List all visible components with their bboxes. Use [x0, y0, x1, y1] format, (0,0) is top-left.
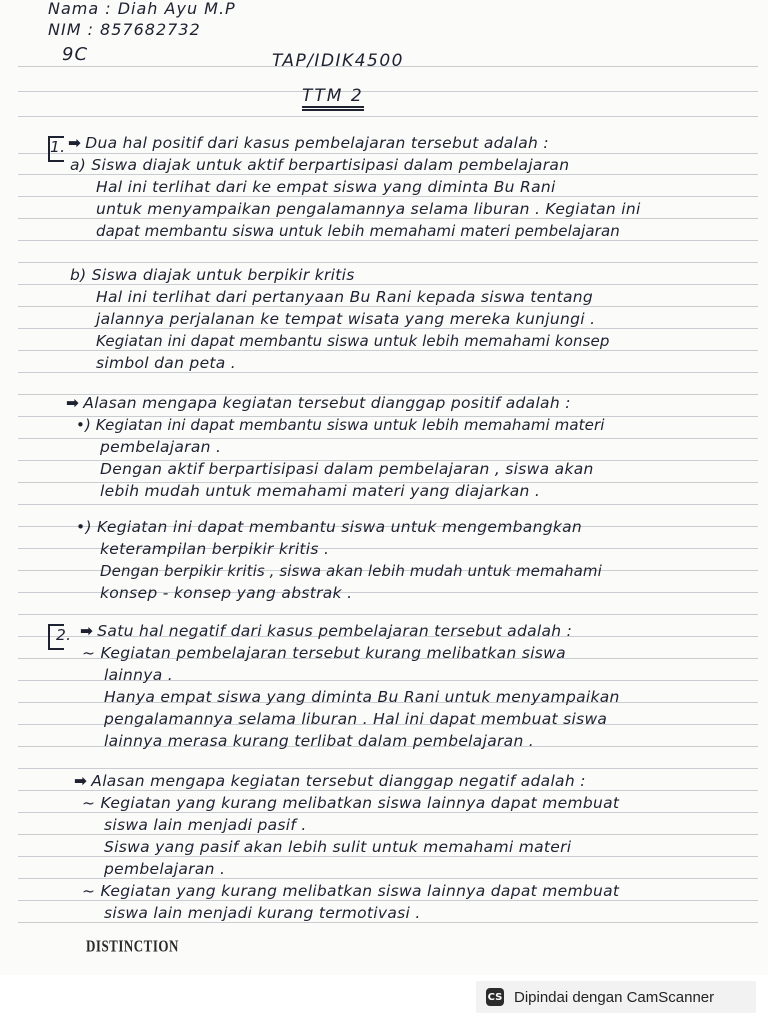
section-1-b-line: b) Siswa diajak untuk berpikir kritis	[70, 266, 355, 284]
ruled-line	[18, 174, 758, 175]
ruled-line	[18, 504, 758, 505]
section-2-reason-line: ~ Kegiatan yang kurang melibatkan siswa lainnya dapat membuat	[82, 882, 620, 900]
ruled-line	[18, 372, 758, 373]
section-2-line: lainnya .	[104, 666, 173, 684]
section-1-reason-line: keterampilan berpikir kritis .	[100, 540, 330, 558]
ruled-line	[18, 878, 758, 879]
section-1-reason-line: Dengan aktif berpartisipasi dalam pembelajaran , siswa akan	[100, 460, 594, 478]
ruled-line	[18, 900, 758, 901]
section-1-reason-line: •) Kegiatan ini dapat membantu siswa untuk lebih memahami materi	[76, 416, 605, 434]
section-2-number: 2.	[56, 626, 72, 644]
ruled-line	[18, 922, 758, 923]
section-1-a-line: dapat membantu siswa untuk lebih memahami materi pembelajaran	[96, 222, 620, 240]
section-1-b-line: simbol dan peta .	[96, 354, 237, 372]
section-2-line: lainnya merasa kurang terlibat dalam pembelajaran .	[104, 732, 535, 750]
student-name: Nama : Diah Ayu M.P	[48, 0, 236, 18]
section-1-reason-line: lebih mudah untuk memahami materi yang diajarkan .	[100, 482, 541, 500]
course-code: TAP/IDIK4500	[272, 51, 404, 71]
ruled-line	[18, 834, 758, 835]
ruled-line	[18, 240, 758, 241]
section-1-reason-line: konsep - konsep yang abstrak .	[100, 584, 353, 602]
section-2-line: ~ Kegiatan pembelajaran tersebut kurang melibatkan siswa	[82, 644, 566, 662]
section-2-reason-heading	[74, 772, 586, 790]
ruled-line	[18, 790, 758, 791]
ruled-line	[18, 91, 758, 92]
section-1-reason-heading-text: Alasan mengapa kegiatan tersebut dianggap positif adalah :	[83, 394, 571, 412]
ruled-line	[18, 284, 758, 285]
section-1-b-line: jalannya perjalanan ke tempat wisata yang mereka kunjungi .	[96, 310, 596, 328]
section-1-reason-line: •) Kegiatan ini dapat membantu siswa untuk mengembangkan	[76, 518, 583, 536]
section-1-b-line: Kegiatan ini dapat membantu siswa untuk lebih memahami konsep	[96, 332, 610, 350]
section-1-intro-text: Dua hal positif dari kasus pembelajaran tersebut adalah :	[85, 134, 549, 152]
section-1-reason-heading	[66, 394, 571, 412]
student-nim: NIM : 857682732	[48, 20, 201, 39]
arrow-right-icon: ➡	[74, 772, 88, 790]
ruled-line	[18, 614, 758, 615]
camscanner-text: Dipindai dengan CamScanner	[514, 988, 715, 1006]
class-label: 9C	[62, 44, 89, 65]
ruled-line	[18, 218, 758, 219]
ruled-line	[18, 153, 758, 154]
section-2-reason-heading-text: Alasan mengapa kegiatan tersebut dianggap negatif adalah :	[91, 772, 586, 790]
section-1-b-line: Hal ini terlihat dari pertanyaan Bu Rani kepada siswa tentang	[96, 288, 594, 306]
ruled-line	[18, 116, 758, 117]
section-2-line: pengalamannya selama liburan . Hal ini dapat membuat siswa	[104, 710, 608, 728]
notebook-brand-logo: DISTINCTION	[86, 936, 179, 956]
camscanner-icon: CS	[486, 988, 504, 1006]
arrow-right-icon: ➡	[66, 394, 80, 412]
section-2-reason-line: siswa lain menjadi kurang termotivasi .	[104, 904, 421, 922]
ruled-line	[18, 350, 758, 351]
section-1-reason-line: pembelajaran .	[100, 438, 222, 456]
ruled-line	[18, 812, 758, 813]
section-2-intro-text: Satu hal negatif dari kasus pembelajaran tersebut adalah :	[97, 622, 573, 640]
arrow-right-icon: ➡	[80, 622, 94, 640]
section-2-intro	[80, 622, 572, 640]
section-1-number: 1.	[50, 138, 66, 156]
section-2-reason-line: Siswa yang pasif akan lebih sulit untuk memahami materi	[104, 838, 572, 856]
section-1-intro	[68, 134, 549, 152]
ruled-line	[18, 196, 758, 197]
camscanner-watermark	[476, 981, 756, 1013]
section-1-a-line: a) Siswa diajak untuk aktif berpartisipasi dalam pembelajaran	[70, 156, 570, 174]
section-2-line: Hanya empat siswa yang diminta Bu Rani untuk menyampaikan	[104, 688, 620, 706]
section-2-reason-line: siswa lain menjadi pasif .	[104, 816, 307, 834]
ruled-line	[18, 768, 758, 769]
ruled-line	[18, 856, 758, 857]
ruled-line	[18, 328, 758, 329]
section-2-reason-line: ~ Kegiatan yang kurang melibatkan siswa lainnya dapat membuat	[82, 794, 620, 812]
section-2-reason-line: pembelajaran .	[104, 860, 226, 878]
ruled-line	[18, 262, 758, 263]
section-1-a-line: untuk menyampaikan pengalamannya selama liburan . Kegiatan ini	[96, 200, 641, 218]
ruled-line	[18, 306, 758, 307]
page-title: TTM 2	[302, 86, 364, 106]
section-1-a-line: Hal ini terlihat dari ke empat siswa yang diminta Bu Rani	[96, 178, 556, 196]
arrow-right-icon: ➡	[68, 134, 82, 152]
section-1-reason-line: Dengan berpikir kritis , siswa akan lebih mudah untuk memahami	[100, 562, 602, 580]
